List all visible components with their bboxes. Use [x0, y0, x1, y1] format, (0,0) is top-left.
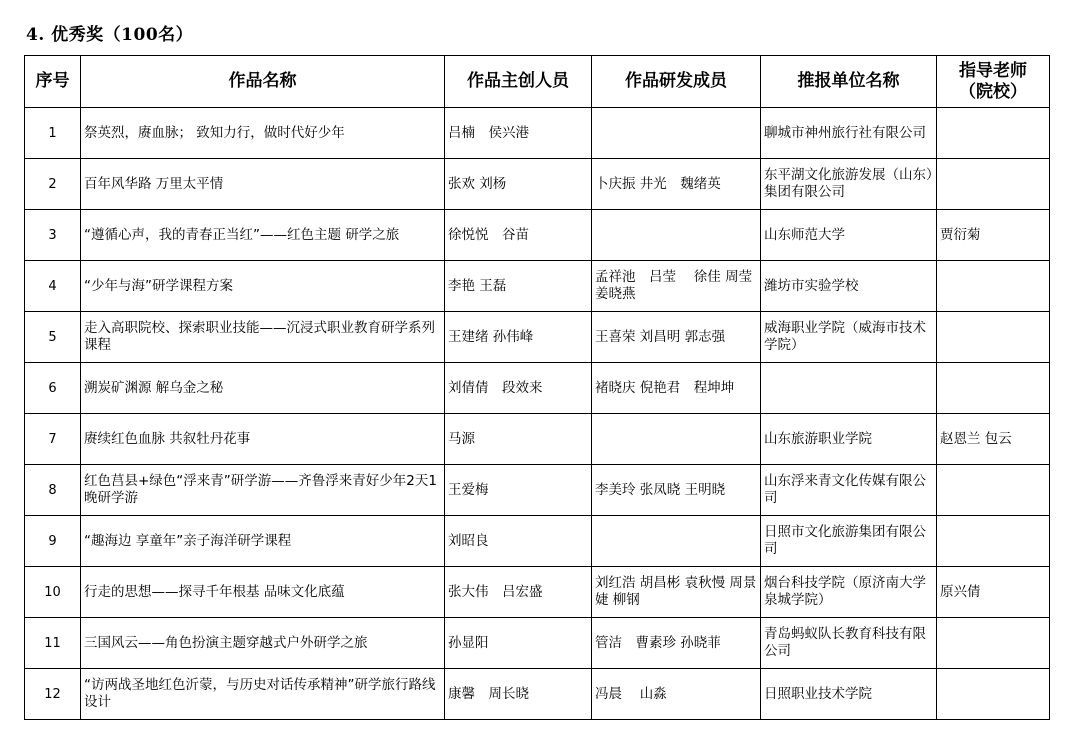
- cell-work-name: 祭英烈，赓血脉； 致知力行，做时代好少年: [81, 108, 445, 159]
- cell-advisor: [937, 261, 1050, 312]
- table-row: [25, 312, 1050, 363]
- section-title: 4. 优秀奖（100名）: [26, 25, 194, 45]
- cell-creators: 刘昭良: [445, 516, 592, 567]
- cell-unit: 山东旅游职业学院: [761, 414, 937, 465]
- cell-advisor: [937, 618, 1050, 669]
- cell-advisor: [937, 363, 1050, 414]
- cell-unit: 东平湖文化旅游发展（山东）集团有限公司: [761, 159, 937, 210]
- cell-work-name: “访两战圣地红色沂蒙，与历史对话传承精神”研学旅行路线设计: [81, 669, 445, 720]
- cell-index: 4: [25, 261, 81, 312]
- cell-developers: [592, 414, 761, 465]
- cell-developers: 卜庆振 井光 魏绪英: [592, 159, 761, 210]
- cell-unit: 烟台科技学院（原济南大学泉城学院）: [761, 567, 937, 618]
- cell-work-name: 行走的思想——探寻千年根基 品味文化底蕴: [81, 567, 445, 618]
- cell-developers: 刘红浩 胡昌彬 袁秋慢 周景婕 柳钢: [592, 567, 761, 618]
- cell-creators: 王建绪 孙伟峰: [445, 312, 592, 363]
- cell-developers: 管洁 曹素珍 孙晓菲: [592, 618, 761, 669]
- cell-work-name: 百年风华路 万里太平情: [81, 159, 445, 210]
- cell-index: 12: [25, 669, 81, 720]
- table-row: [25, 210, 1050, 261]
- cell-developers: [592, 108, 761, 159]
- table-header-row: [25, 56, 1050, 108]
- table-row: [25, 618, 1050, 669]
- cell-unit: 聊城市神州旅行社有限公司: [761, 108, 937, 159]
- cell-index: 1: [25, 108, 81, 159]
- cell-work-name: “少年与海”研学课程方案: [81, 261, 445, 312]
- cell-work-name: 赓续红色血脉 共叙牡丹花事: [81, 414, 445, 465]
- cell-advisor: [937, 159, 1050, 210]
- table-row: [25, 465, 1050, 516]
- cell-unit: 日照职业技术学院: [761, 669, 937, 720]
- cell-creators: 张大伟 吕宏盛: [445, 567, 592, 618]
- cell-advisor: [937, 108, 1050, 159]
- cell-work-name: 红色莒县+绿色“浮来青”研学游——齐鲁浮来青好少年2天1晚研学游: [81, 465, 445, 516]
- cell-creators: 李艳 王磊: [445, 261, 592, 312]
- cell-work-name: 走入高职院校、探索职业技能——沉浸式职业教育研学系列课程: [81, 312, 445, 363]
- header-creators: 作品主创人员: [445, 56, 592, 108]
- cell-advisor: 原兴倩: [937, 567, 1050, 618]
- cell-unit: 山东浮来青文化传媒有限公司: [761, 465, 937, 516]
- cell-index: 6: [25, 363, 81, 414]
- header-unit: 推报单位名称: [761, 56, 937, 108]
- cell-advisor: [937, 516, 1050, 567]
- cell-creators: 张欢 刘杨: [445, 159, 592, 210]
- cell-unit: [761, 363, 937, 414]
- cell-work-name: “遵循心声，我的青春正当红”——红色主题 研学之旅: [81, 210, 445, 261]
- cell-creators: 刘倩倩 段效来: [445, 363, 592, 414]
- cell-advisor: 赵恩兰 包云: [937, 414, 1050, 465]
- table-row: [25, 669, 1050, 720]
- cell-developers: 冯晨 山淼: [592, 669, 761, 720]
- cell-creators: 马源: [445, 414, 592, 465]
- table-row: [25, 414, 1050, 465]
- cell-developers: [592, 210, 761, 261]
- cell-work-name: “趣海边 享童年”亲子海洋研学课程: [81, 516, 445, 567]
- cell-advisor: [937, 669, 1050, 720]
- header-advisor: 指导老师 （院校）: [937, 56, 1050, 108]
- cell-advisor: [937, 312, 1050, 363]
- cell-unit: 青岛蚂蚁队长教育科技有限公司: [761, 618, 937, 669]
- cell-unit: 威海职业学院（威海市技术学院）: [761, 312, 937, 363]
- cell-index: 3: [25, 210, 81, 261]
- table-row: [25, 567, 1050, 618]
- cell-creators: 吕楠 侯兴港: [445, 108, 592, 159]
- table-row: [25, 516, 1050, 567]
- cell-advisor: [937, 465, 1050, 516]
- cell-index: 9: [25, 516, 81, 567]
- cell-index: 5: [25, 312, 81, 363]
- table-row: [25, 159, 1050, 210]
- cell-work-name: 溯炭矿渊源 解乌金之秘: [81, 363, 445, 414]
- cell-developers: 孟祥池 吕莹 徐佳 周莹 姜晓燕: [592, 261, 761, 312]
- cell-unit: 潍坊市实验学校: [761, 261, 937, 312]
- cell-creators: 孙显阳: [445, 618, 592, 669]
- cell-creators: 王爱梅: [445, 465, 592, 516]
- cell-index: 11: [25, 618, 81, 669]
- cell-index: 2: [25, 159, 81, 210]
- header-index: 序号: [25, 56, 81, 108]
- table-row: [25, 363, 1050, 414]
- cell-work-name: 三国风云——角色扮演主题穿越式户外研学之旅: [81, 618, 445, 669]
- award-table: [24, 55, 1050, 720]
- cell-advisor: 贾衍菊: [937, 210, 1050, 261]
- table-row: [25, 261, 1050, 312]
- cell-unit: 山东师范大学: [761, 210, 937, 261]
- cell-developers: 褚晓庆 倪艳君 程坤坤: [592, 363, 761, 414]
- cell-index: 10: [25, 567, 81, 618]
- cell-creators: 徐悦悦 谷苗: [445, 210, 592, 261]
- cell-developers: [592, 516, 761, 567]
- header-work-name: 作品名称: [81, 56, 445, 108]
- header-developers: 作品研发成员: [592, 56, 761, 108]
- cell-index: 7: [25, 414, 81, 465]
- cell-unit: 日照市文化旅游集团有限公司: [761, 516, 937, 567]
- cell-index: 8: [25, 465, 81, 516]
- cell-developers: 李美玲 张凤晓 王明晓: [592, 465, 761, 516]
- cell-creators: 康馨 周长晓: [445, 669, 592, 720]
- cell-developers: 王喜荣 刘昌明 郭志强: [592, 312, 761, 363]
- table-row: [25, 108, 1050, 159]
